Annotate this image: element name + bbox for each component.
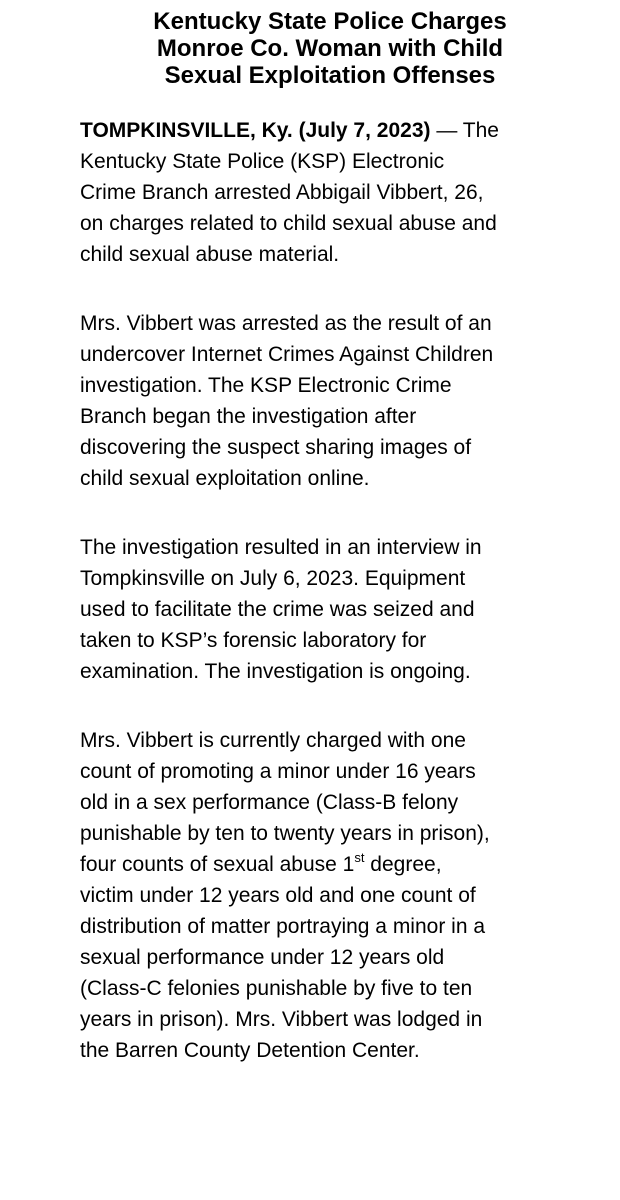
text-line: Mrs. Vibbert is currently charged with one bbox=[80, 729, 466, 752]
text-line bbox=[80, 849, 584, 880]
dateline: TOMPKINSVILLE, Ky. (July 7, 2023) bbox=[80, 119, 431, 142]
text-line: Tompkinsville on July 6, 2023. Equipment bbox=[80, 567, 466, 590]
ordinal-superscript: st bbox=[354, 850, 365, 865]
headline-line: Sexual Exploitation Offenses bbox=[164, 62, 496, 89]
text-line: punishable by ten to twenty years in prison), bbox=[80, 822, 490, 845]
text-fragment: four counts of sexual abuse 1 bbox=[80, 853, 355, 876]
text-line: the Barren County Detention Center. bbox=[80, 1039, 420, 1062]
paragraph-charges bbox=[80, 725, 584, 1066]
text-line: Mrs. Vibbert was arrested as the result of an bbox=[80, 312, 492, 335]
text-line: distribution of matter portraying a minor in a bbox=[80, 915, 486, 938]
text-line: (Class-C felonies punishable by five to ten bbox=[80, 977, 473, 1000]
text-line: Kentucky State Police (KSP) Electronic bbox=[80, 150, 445, 173]
headline-line: Monroe Co. Woman with Child bbox=[156, 35, 504, 62]
paragraph-investigation bbox=[80, 532, 584, 687]
text-line: investigation. The KSP Electronic Crime bbox=[80, 374, 452, 397]
text-line: Branch began the investigation after bbox=[80, 405, 417, 428]
text-line: used to facilitate the crime was seized and bbox=[80, 598, 475, 621]
text-line: The investigation resulted in an interview in bbox=[80, 536, 482, 559]
text-line: on charges related to child sexual abuse and bbox=[80, 212, 497, 235]
text-line bbox=[80, 115, 584, 146]
text-line: sexual performance under 12 years old bbox=[80, 946, 445, 969]
text-fragment: — The bbox=[430, 119, 499, 142]
text-line: child sexual abuse material. bbox=[80, 243, 340, 266]
text-line: discovering the suspect sharing images of bbox=[80, 436, 472, 459]
text-fragment: degree, bbox=[364, 853, 442, 876]
text-line: examination. The investigation is ongoing. bbox=[80, 660, 471, 683]
headline-line: Kentucky State Police Charges bbox=[153, 8, 507, 35]
text-line: old in a sex performance (Class-B felony bbox=[80, 791, 459, 814]
paragraph-arrest bbox=[80, 308, 584, 494]
paragraph-intro bbox=[80, 115, 584, 270]
text-line: Crime Branch arrested Abbigail Vibbert, 26, bbox=[80, 181, 484, 204]
headline bbox=[30, 8, 620, 89]
text-line: victim under 12 years old and one count of bbox=[80, 884, 476, 907]
text-line: child sexual exploitation online. bbox=[80, 467, 370, 490]
text-line: count of promoting a minor under 16 years bbox=[80, 760, 476, 783]
text-line: years in prison). Mrs. Vibbert was lodged in bbox=[80, 1008, 483, 1031]
text-line: taken to KSP’s forensic laboratory for bbox=[80, 629, 427, 652]
text-line: undercover Internet Crimes Against Children bbox=[80, 343, 494, 366]
article-body bbox=[80, 115, 584, 1066]
